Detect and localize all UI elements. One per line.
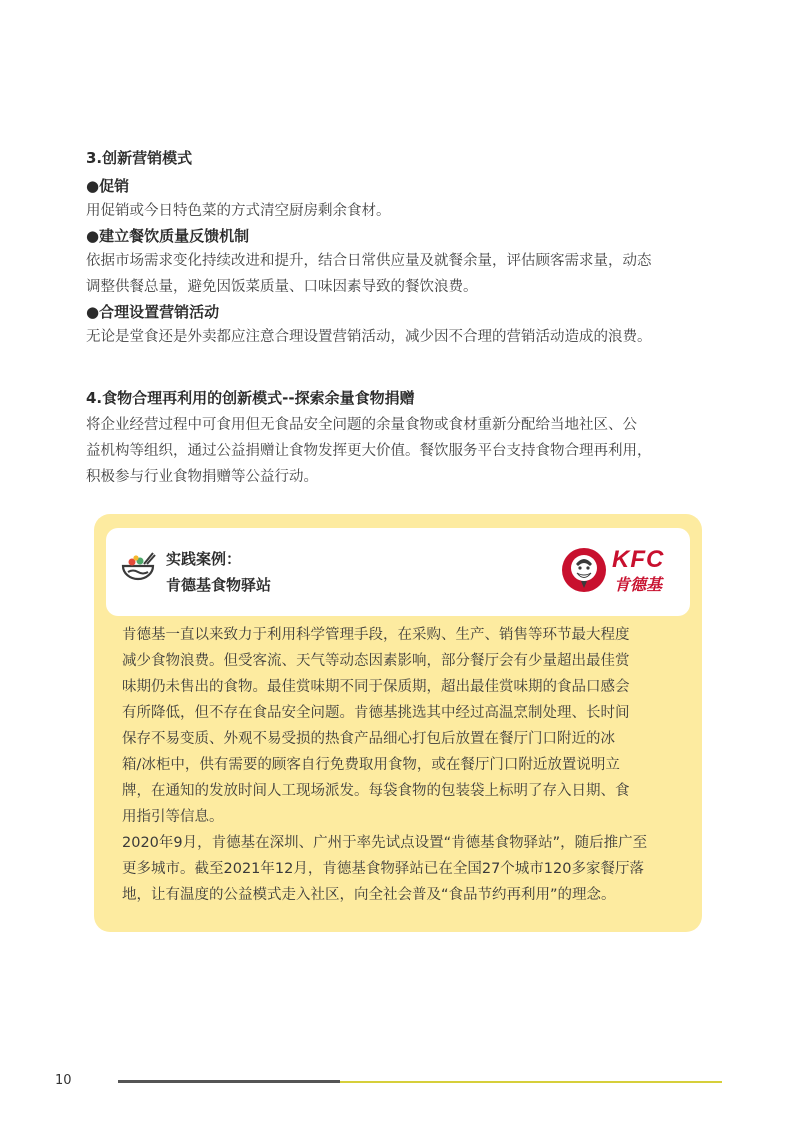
- kfc-logo-cn: 肯德基: [614, 575, 663, 594]
- case-body-line: 减少食物浪费。但受客流、天气等动态因素影响，部分餐厅会有少量超出最佳赏: [122, 653, 630, 669]
- case-card-header: [106, 528, 690, 616]
- case-body-line: 肯德基一直以来致力于利用科学管理手段，在采购、生产、销售等环节最大程度: [122, 627, 630, 643]
- page-number: 10: [55, 1073, 72, 1088]
- section-3: [86, 146, 716, 350]
- case-label: 实践案例：: [166, 550, 242, 568]
- case-body-line: 牌，在通知的发放时间人工现场派发。每袋食物的包装袋上标明了存入日期、食: [122, 783, 630, 799]
- case-body-line: 地，让有温度的公益模式走入社区，向全社会普及“食品节约再利用”的理念。: [122, 887, 616, 903]
- case-body-line: 味期仍未售出的食物。最佳赏味期不同于保质期，超出最佳赏味期的食品口感会: [122, 679, 630, 695]
- section-4-heading: 4.食物合理再利用的创新模式--探索余量食物捐赠: [86, 389, 415, 407]
- case-card: [94, 514, 702, 932]
- case-title-block: [166, 546, 271, 598]
- bullet-marketing: ●合理设置营销活动: [86, 303, 220, 321]
- bullet-promotion: ●促销: [86, 177, 130, 195]
- case-body-line: 更多城市。截至2021年12月，肯德基食物驿站已在全国27个城市120多家餐厅落: [122, 861, 644, 877]
- case-body-line: 2020年9月，肯德基在深圳、广州于率先试点设置“肯德基食物驿站”，随后推广至: [122, 835, 648, 851]
- section-4-line: 积极参与行业食物捐赠等公益行动。: [86, 469, 318, 485]
- feedback-text-line: 调整供餐总量，避免因饭菜质量、口味因素导致的餐饮浪费。: [86, 279, 478, 295]
- promotion-text: 用促销或今日特色菜的方式清空厨房剩余食材。: [86, 203, 391, 219]
- case-title: 肯德基食物驿站: [166, 576, 272, 594]
- food-bowl-icon: [120, 552, 156, 588]
- footer-rule-yellow: [340, 1081, 722, 1083]
- section-4-line: 将企业经营过程中可食用但无食品安全问题的余量食物或食材重新分配给当地社区、公: [86, 417, 637, 433]
- kfc-logo-text: KFC: [612, 546, 665, 573]
- case-body-line: 箱/冰柜中，供有需要的顾客自行免费取用食物，或在餐厅门口附近放置说明立: [122, 757, 620, 773]
- case-body: [122, 622, 678, 908]
- section-4-line: 益机构等组织，通过公益捐赠让食物发挥更大价值。餐饮服务平台支持食物合理再利用，: [86, 443, 652, 459]
- case-body-line: 保存不易变质、外观不易受损的热食产品细心打包后放置在餐厅门口附近的冰: [122, 731, 615, 747]
- section-3-heading: 3.创新营销模式: [86, 149, 193, 167]
- section-4: [86, 386, 716, 490]
- feedback-text-line: 依据市场需求变化持续改进和提升，结合日常供应量及就餐余量，评估顾客需求量，动态: [86, 253, 652, 269]
- kfc-logo: [560, 544, 672, 600]
- case-body-line: 用指引等信息。: [122, 809, 224, 825]
- bullet-feedback: ●建立餐饮质量反馈机制: [86, 227, 250, 245]
- footer-rule-dark: [118, 1080, 340, 1083]
- marketing-text: 无论是堂食还是外卖都应注意合理设置营销活动，减少因不合理的营销活动造成的浪费。: [86, 329, 652, 345]
- case-body-line: 有所降低，但不存在食品安全问题。肯德基挑选其中经过高温烹制处理、长时间: [122, 705, 630, 721]
